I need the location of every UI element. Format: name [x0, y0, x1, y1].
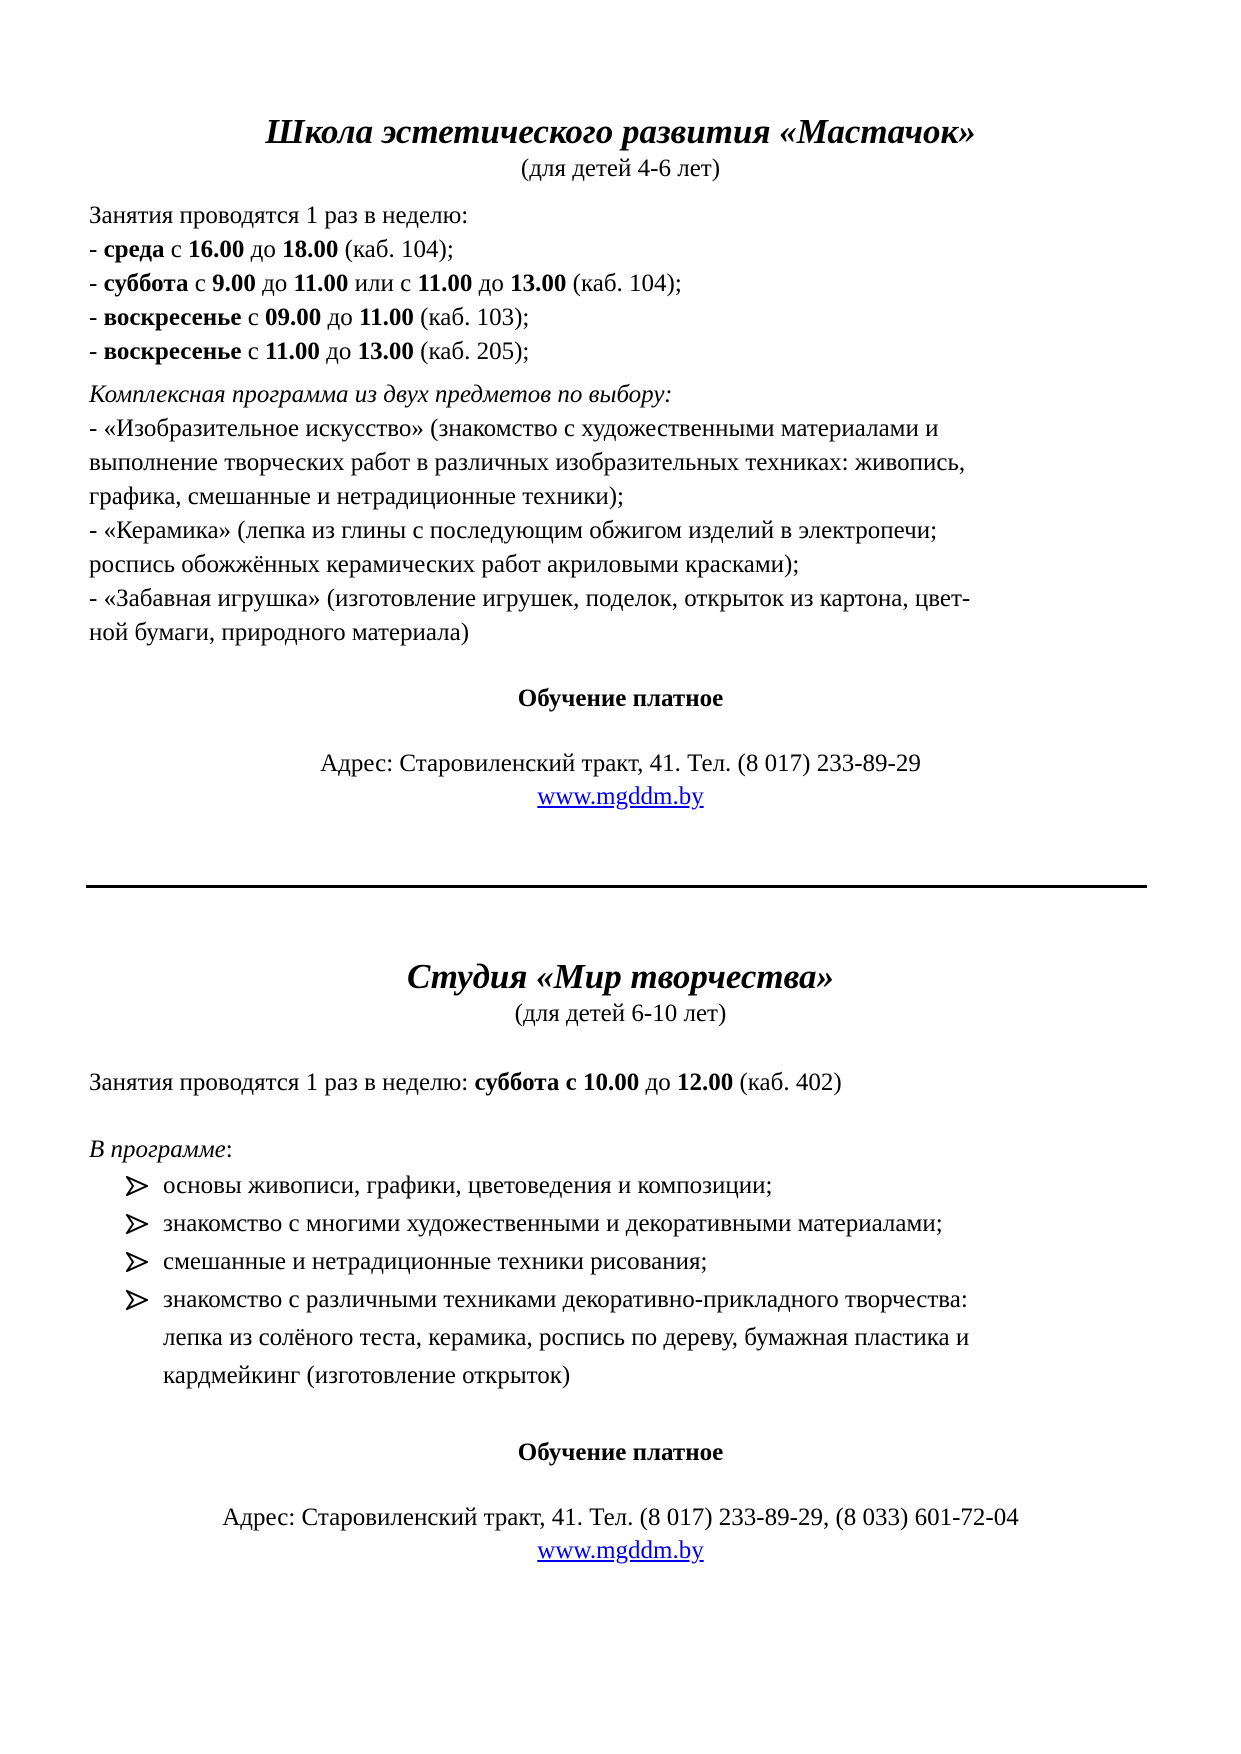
dash: - — [89, 236, 104, 263]
text: с — [241, 304, 266, 331]
section1-intro: Занятия проводятся 1 раз в неделю: — [89, 202, 469, 229]
program-heading: Комплексная программа из двух предметов по выбору: — [89, 381, 673, 408]
schedule-time: 11.00 — [293, 270, 349, 297]
section1-website-row — [0, 781, 1241, 813]
program-line: роспись обожжённых керамических работ акриловыми красками); — [89, 551, 800, 578]
text: до — [639, 1069, 677, 1096]
section1-title: Школа эстетического развития «Мастачок» — [265, 112, 976, 151]
arrowhead-bullet-icon — [126, 1243, 152, 1281]
schedule-time: 13.00 — [357, 338, 414, 365]
section1-address: Адрес: Старовиленский тракт, 41. Тел. (8 017) 233-89-29 — [320, 750, 921, 777]
schedule-day: суббота — [103, 270, 189, 297]
schedule-time: 11.00 — [417, 270, 473, 297]
list-item — [126, 1281, 1156, 1395]
text: до — [321, 304, 360, 331]
website-link[interactable]: www.mgddm.by — [537, 783, 704, 810]
schedule-room: (каб. 104); — [566, 270, 682, 297]
dash: - — [89, 304, 104, 331]
program-line: - «Забавная игрушка» (изготовление игрушек, поделок, открыток из картона, цвет- — [89, 585, 971, 612]
schedule-time: 18.00 — [282, 236, 339, 263]
program-line: графика, смешанные и нетрадиционные техники); — [89, 483, 624, 510]
text: с — [164, 236, 189, 263]
list-item-text: знакомство с различными техниками декоративно-прикладного творчества: — [163, 1286, 968, 1313]
dash: - — [89, 270, 104, 297]
schedule-prefix: Занятия проводятся 1 раз в неделю: — [89, 1069, 475, 1096]
schedule-day: воскресенье — [103, 338, 242, 365]
schedule-line — [89, 267, 1149, 301]
colon: : — [225, 1136, 233, 1163]
program-line: - «Керамика» (лепка из глины с последующим обжигом изделий в электропечи; — [89, 517, 938, 544]
arrowhead-bullet-icon — [126, 1167, 152, 1205]
list-item-text: лепка из солёного теста, керамика, роспись по дереву, бумажная пластика и — [163, 1324, 970, 1351]
list-item — [126, 1205, 1156, 1243]
text: с — [241, 338, 266, 365]
schedule-room: (каб. 205); — [413, 338, 530, 365]
list-item-text: кардмейкинг (изготовление открыток) — [163, 1362, 571, 1389]
section2-paid-label: Обучение платное — [517, 1439, 724, 1466]
dash: - — [89, 338, 104, 365]
schedule-time: 11.00 — [359, 304, 414, 331]
section2-age: (для детей 6-10 лет) — [514, 1000, 727, 1027]
text: или с — [348, 270, 418, 297]
program-line: выполнение творческих работ в различных изобразительных техниках: живопись, — [89, 449, 966, 476]
text: до — [244, 236, 283, 263]
schedule-day: воскресенье — [103, 304, 242, 331]
list-item — [126, 1243, 1156, 1281]
section1-schedule — [89, 199, 1149, 369]
section2-bullet-list — [126, 1167, 1156, 1395]
schedule-time: 10.00 — [582, 1069, 640, 1096]
text: до — [319, 338, 358, 365]
text: с — [188, 270, 213, 297]
schedule-day: суббота — [474, 1069, 560, 1096]
schedule-line — [89, 233, 1149, 267]
section2-title: Студия «Мир творчества» — [406, 957, 835, 996]
text: с — [559, 1069, 583, 1096]
schedule-time: 09.00 — [265, 304, 322, 331]
text: до — [472, 270, 511, 297]
list-item-text: смешанные и нетрадиционные техники рисования; — [163, 1248, 708, 1275]
schedule-time: 16.00 — [188, 236, 245, 263]
section1-program — [89, 378, 1149, 650]
section2-program-label-row — [89, 1133, 1149, 1167]
arrowhead-bullet-icon — [126, 1281, 152, 1319]
schedule-line — [89, 1066, 1149, 1100]
section2-schedule — [89, 1066, 1149, 1100]
list-item-text: знакомство с многими художественными и декоративными материалами; — [163, 1210, 943, 1237]
schedule-room: (каб. 103); — [413, 304, 530, 331]
website-link[interactable]: www.mgddm.by — [537, 1537, 704, 1564]
schedule-room: (каб. 402) — [733, 1069, 842, 1096]
section1-paid-label: Обучение платное — [517, 685, 724, 712]
program-label: В программе — [89, 1136, 226, 1163]
arrowhead-bullet-icon — [126, 1205, 152, 1243]
schedule-line — [89, 335, 1149, 369]
schedule-time: 11.00 — [265, 338, 320, 365]
section2-website-row — [0, 1535, 1241, 1567]
section2-address: Адрес: Старовиленский тракт, 41. Тел. (8 017) 233-89-29, (8 033) 601-72-04 — [222, 1504, 1019, 1531]
schedule-time: 12.00 — [676, 1069, 734, 1096]
list-item — [126, 1167, 1156, 1205]
schedule-time: 9.00 — [212, 270, 256, 297]
schedule-line — [89, 301, 1149, 335]
section-divider — [86, 885, 1147, 888]
program-line: ной бумаги, природного материала) — [89, 619, 470, 646]
schedule-room: (каб. 104); — [338, 236, 454, 263]
schedule-time: 13.00 — [510, 270, 567, 297]
section1-age: (для детей 4-6 лет) — [520, 155, 721, 182]
list-item-text: основы живописи, графики, цветоведения и композиции; — [163, 1172, 773, 1199]
text: до — [255, 270, 294, 297]
program-line: - «Изобразительное искусство» (знакомство с художественными материалами и — [89, 415, 939, 442]
schedule-day: среда — [103, 236, 165, 263]
